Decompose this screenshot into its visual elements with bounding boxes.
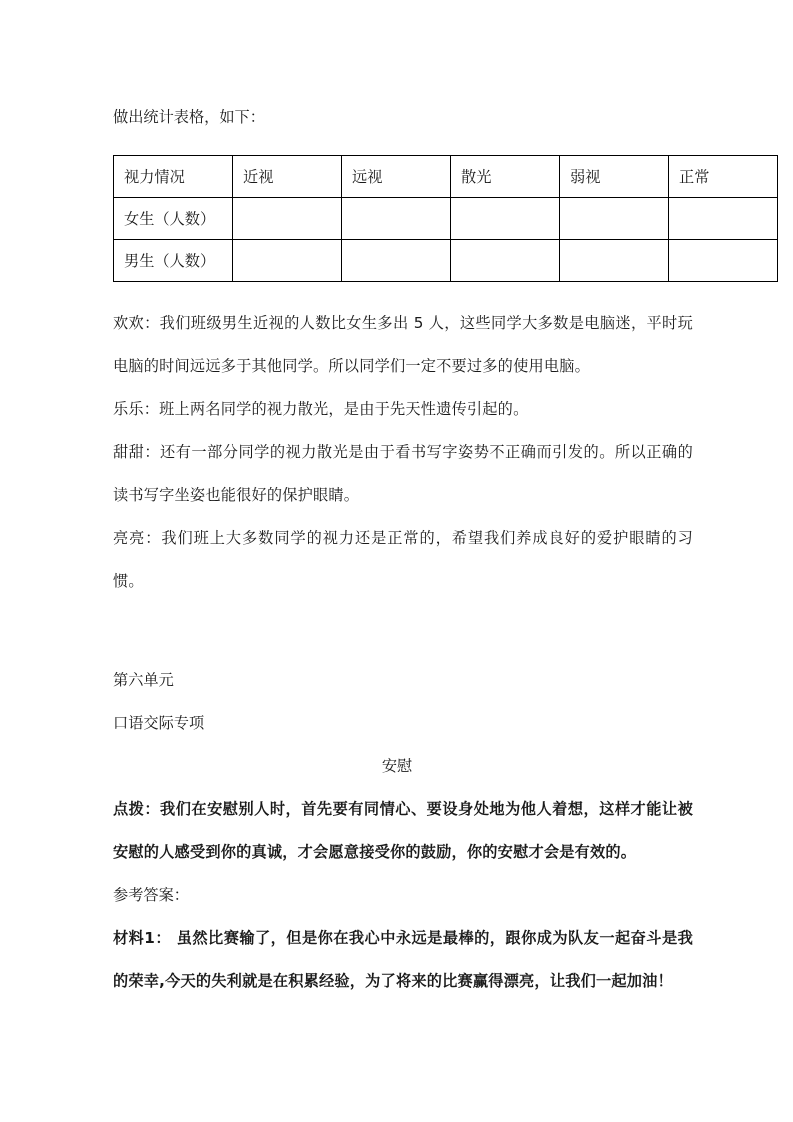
row-label-girls: 女生（人数） — [114, 198, 233, 240]
answer-label: 参考答案： — [113, 886, 189, 904]
section-heading: 口语交际专项 — [113, 714, 205, 732]
topic-title: 安慰 — [381, 757, 413, 775]
answer-item-1: 材料1： 虽然比赛输了，但是你在我心中永远是最棒的，跟你成为队友一起奋斗是我的荣幸,今天的失利就是在积累经验，为了将来的比赛赢得漂亮，让我们一起加油！ — [113, 929, 693, 990]
table-cell — [560, 240, 669, 282]
spacer — [113, 288, 693, 302]
table-header-row — [114, 156, 778, 198]
row-label-boys: 男生（人数） — [114, 240, 233, 282]
table-cell — [669, 240, 778, 282]
table-cell — [451, 198, 560, 240]
document-body — [113, 96, 710, 1003]
tip-paragraph: 点拨：我们在安慰别人时，首先要有同情心、要设身处地为他人着想，这样才能让被安慰的人感受到你的真诚，才会愿意接受你的鼓励，你的安慰才会是有效的。 — [113, 800, 693, 861]
spacer — [113, 603, 693, 659]
table-header-cell: 散光 — [451, 156, 560, 198]
table-row — [114, 240, 778, 282]
dialogue-tiantian: 甜甜：还有一部分同学的视力散光是由于看书写字姿势不正确而引发的。所以正确的读书写字坐姿也能很好的保护眼睛。 — [113, 443, 693, 504]
table-cell — [451, 240, 560, 282]
table-header-cell: 近视 — [233, 156, 342, 198]
table-cell — [342, 240, 451, 282]
table-header-cell: 弱视 — [560, 156, 669, 198]
dialogue-huanhuan: 欢欢：我们班级男生近视的人数比女生多出 5 人，这些同学大多数是电脑迷，平时玩电脑的时间远远多于其他同学。所以同学们一定不要过多的使用电脑。 — [113, 314, 693, 375]
table-header-cell: 视力情况 — [114, 156, 233, 198]
intro-line: 做出统计表格，如下： — [113, 108, 265, 126]
table-header-cell: 远视 — [342, 156, 451, 198]
table-row — [114, 198, 778, 240]
table-cell — [342, 198, 451, 240]
table-cell — [560, 198, 669, 240]
dialogue-lele: 乐乐：班上两名同学的视力散光，是由于先天性遗传引起的。 — [113, 400, 529, 418]
table-header-cell: 正常 — [669, 156, 778, 198]
table-cell — [233, 198, 342, 240]
table-cell — [669, 198, 778, 240]
dialogue-liangliang: 亮亮：我们班上大多数同学的视力还是正常的，希望我们养成良好的爱护眼睛的习惯。 — [113, 529, 693, 590]
vision-statistics-table — [113, 155, 778, 282]
table-cell — [233, 240, 342, 282]
unit-heading: 第六单元 — [113, 671, 174, 689]
